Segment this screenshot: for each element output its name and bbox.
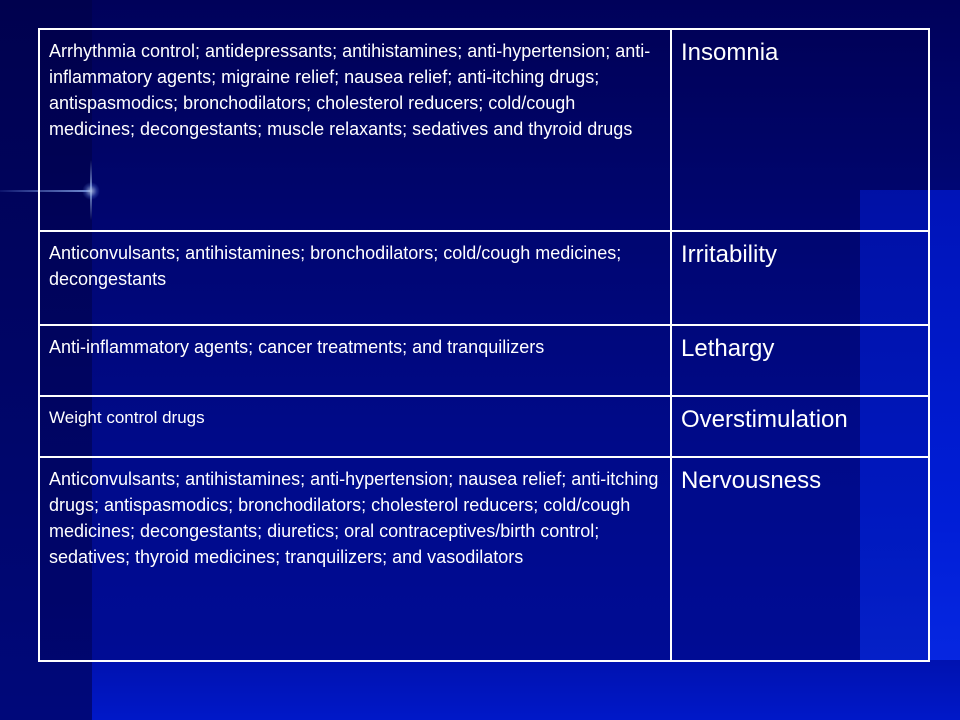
drug-side-effects-table xyxy=(38,28,930,662)
table-row xyxy=(39,325,929,396)
table-row xyxy=(39,231,929,325)
table-row xyxy=(39,396,929,457)
drug-list-cell: Anticonvulsants; antihistamines; bronchodilators; cold/cough medicines; decongestants xyxy=(39,231,671,325)
drug-list-cell: Anticonvulsants; antihistamines; anti-hypertension; nausea relief; anti-itching drugs; antispasmodics; bronchodilators; cholesterol reducers; cold/cough medicines; decongestants; diuretics; oral contraceptives/birth control; sedatives; thyroid medicines; tranquilizers; and vasodilators xyxy=(39,457,671,661)
drug-list-cell: Arrhythmia control; antidepressants; antihistamines; anti-hypertension; anti-inflammatory agents; migraine relief; nausea relief; anti-itching drugs; antispasmodics; bronchodilators; cholesterol reducers; cold/cough medicines; decongestants; muscle relaxants; sedatives and thyroid drugs xyxy=(39,29,671,231)
side-effect-cell: Nervousness xyxy=(671,457,929,661)
table-row xyxy=(39,457,929,661)
table-row xyxy=(39,29,929,231)
side-effect-cell: Lethargy xyxy=(671,325,929,396)
side-effect-cell: Overstimulation xyxy=(671,396,929,457)
drug-list-cell: Weight control drugs xyxy=(39,396,671,457)
drug-list-cell: Anti-inflammatory agents; cancer treatments; and tranquilizers xyxy=(39,325,671,396)
side-effect-cell: Insomnia xyxy=(671,29,929,231)
side-effect-cell: Irritability xyxy=(671,231,929,325)
background-bottom-panel xyxy=(92,660,960,720)
